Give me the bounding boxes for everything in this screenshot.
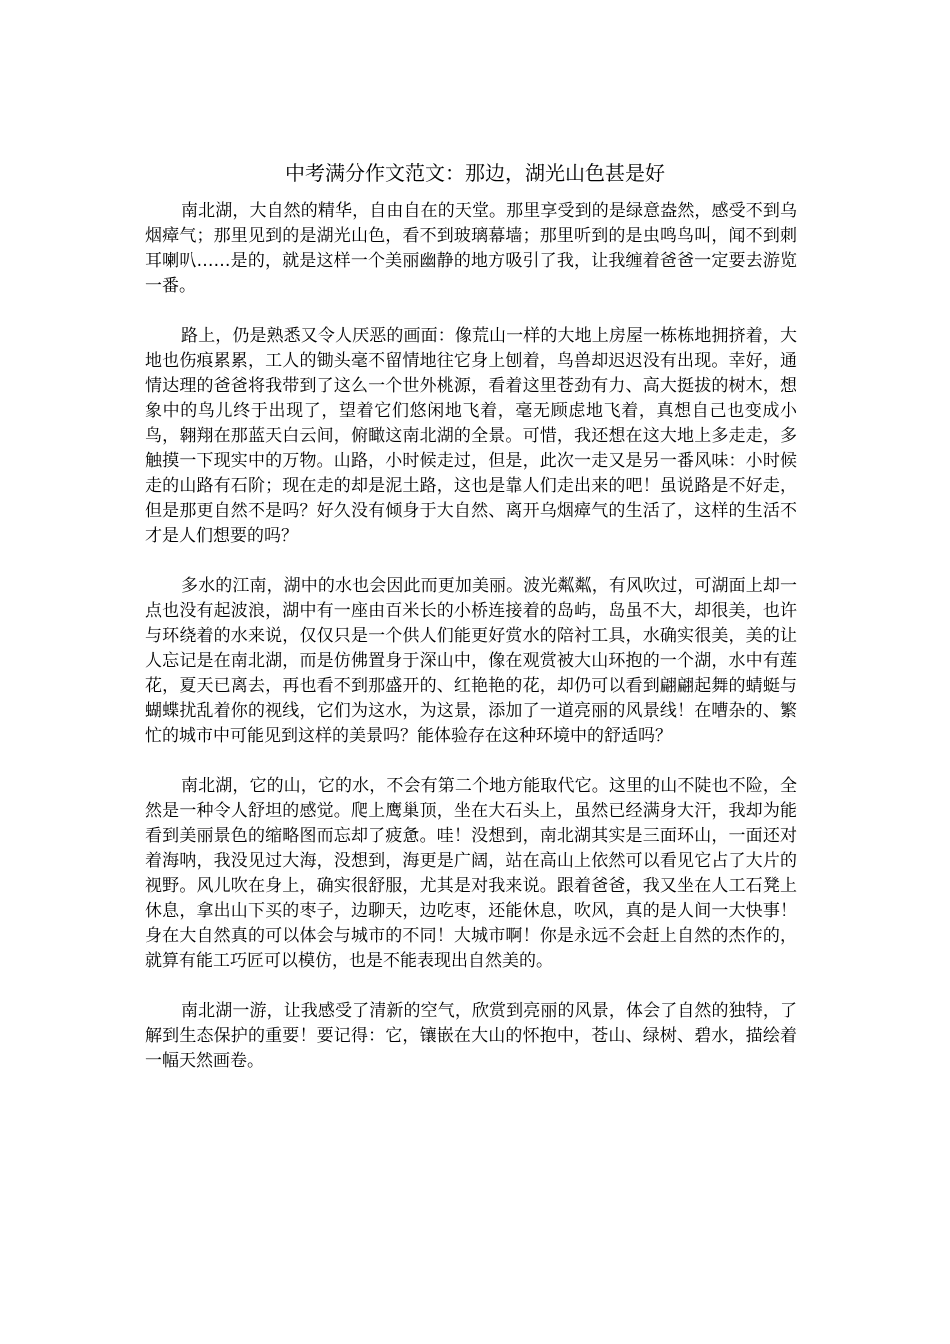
paragraph-intro: 南北湖，大自然的精华，自由自在的天堂。那里享受到的是绿意盎然，感受不到乌烟瘴气；那里见到的是湖光山色，看不到玻璃幕墙；那里听到的是虫鸣鸟叫，闻不到刺耳喇叭……是的，就是这样一个美丽幽静的地方吸引了我，让我缠着爸爸一定要去游览一番。 (145, 201, 797, 296)
document-title: 中考满分作文范文：那边，湖光山色甚是好 (285, 161, 665, 185)
paragraph-conclusion: 南北湖一游，让我感受了清新的空气，欣赏到亮丽的风景，体会了自然的独特，了解到生态保护的重要！要记得：它，镶嵌在大山的怀抱中，苍山、绿树、碧水，描绘着一幅天然画卷。 (145, 1001, 797, 1071)
paragraph-water: 多水的江南，湖中的水也会因此而更加美丽。波光粼粼，有风吹过，可湖面上却一点也没有起波浪，湖中有一座由百米长的小桥连接着的岛屿，岛虽不大，却很美，也许与环绕着的水来说，仅仅只是一个供人们能更好赏水的陪衬工具，水确实很美，美的让人忘记是在南北湖，而是仿佛置身于深山中，像在观赏被大山环抱的一个湖，水中有莲花，夏天已离去，再也看不到那盛开的、红艳艳的花，却仍可以看到翩翩起舞的蜻蜓与蝴蝶扰乱着你的视线，它们为这水，为这景，添加了一道亮丽的风景线！在嘈杂的、繁忙的城市中可能见到这样的美景吗？能体验存在这种环境中的舒适吗？ (145, 576, 797, 746)
document-body (145, 199, 797, 1099)
paragraph-road: 路上，仍是熟悉又令人厌恶的画面：像荒山一样的大地上房屋一栋栋地拥挤着，大地也伤痕累累，工人的锄头毫不留情地往它身上刨着，鸟兽却迟迟没有出现。幸好，通情达理的爸爸将我带到了这么一个世外桃源，看着这里苍劲有力、高大挺拔的树木，想象中的鸟儿终于出现了，望着它们悠闲地飞着，毫无顾虑地飞着，真想自己也变成小鸟，翱翔在那蓝天白云间，俯瞰这南北湖的全景。可惜，我还想在这大地上多走走，多触摸一下现实中的万物。山路，小时候走过，但是，此次一走又是另一番风味：小时候走的山路有石阶；现在走的却是泥土路，这也是靠人们走出来的吧！虽说路是不好走，但是那更自然不是吗？好久没有倾身于大自然、离开乌烟瘴气的生活了，这样的生活不才是人们想要的吗？ (145, 326, 797, 546)
paragraph-mountain: 南北湖，它的山，它的水，不会有第二个地方能取代它。这里的山不陡也不险，全然是一种令人舒坦的感觉。爬上鹰巢顶，坐在大石头上，虽然已经满身大汗，我却为能看到美丽景色的缩略图而忘却了疲惫。哇！没想到，南北湖其实是三面环山，一面还对着海呐，我没见过大海，没想到，海更是广阔，站在高山上依然可以看见它占了大片的视野。风儿吹在身上，确实很舒服，尤其是对我来说。跟着爸爸，我又坐在人工石凳上休息，拿出山下买的枣子，边聊天，边吃枣，还能休息，吹风，真的是人间一大快事！身在大自然真的可以体会与城市的不同！大城市啊！你是永远不会赶上自然的杰作的，就算有能工巧匠可以模仿，也是不能表现出自然美的。 (145, 776, 797, 971)
